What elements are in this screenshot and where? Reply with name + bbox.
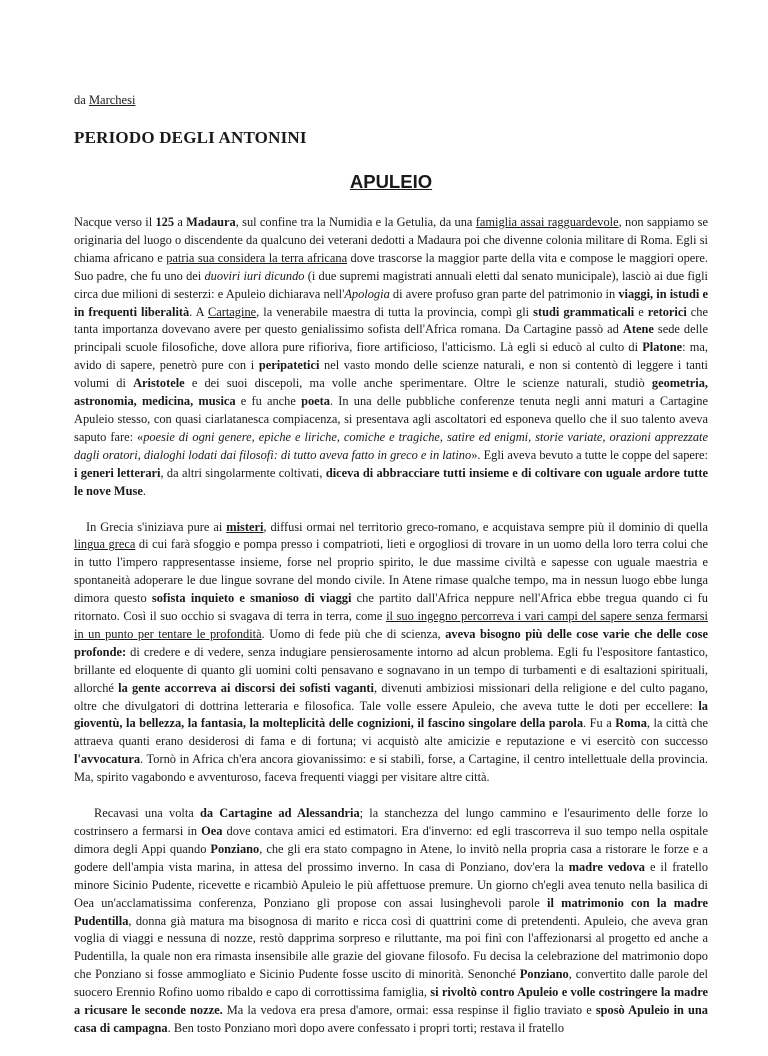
text-run: nel vasto mondo delle scienze naturali, e non si contentò di leggere i tanti volumi di (74, 358, 708, 391)
bold-text: poeta (301, 394, 330, 409)
bold-text: madre vedova (568, 859, 645, 874)
page-title: APULEIO (349, 171, 433, 192)
paragraph (74, 805, 708, 1038)
bold-text: Roma (615, 716, 647, 731)
article-body (74, 214, 708, 1056)
text-run: . Uomo di fede più che di scienza, (261, 626, 446, 641)
text-run: di credere e di vedere, senza indugiare pensierosamente intorno ad alcun problema. Egli fu l'espositore fantastico, brillante ed eloquente di quanto gli uomini colti pensavano e sognavano in un tempo di turbamenti e di esaltazioni spirituali, allorché (74, 644, 708, 695)
bold-text: da Cartagine ad Alessandria (199, 806, 360, 821)
bold-text: Ponziano (519, 967, 569, 982)
text-run: . A (189, 304, 208, 319)
bold-text: Platone (642, 340, 683, 355)
text-run: e fu anche (235, 394, 302, 409)
text-run: a (174, 215, 187, 229)
text-run: dove trascorse la maggior parte della vita e compose le maggiori opere. Suo padre, che fu uno dei (74, 250, 708, 283)
text-run: di cui farà sfoggio e pompa presso i compatrioti, lieti e orgogliosi di trovare in un uomo della loro terra colui che in tutto l'impero rappresentasse insieme, forse nel proprio spirito, le due massime civiltà e sapesse con uguale maestria e spontaneità adoperare le due lingue sovrane del mondo civile. In Atene rimase qualche tempo, ma in nessun luogo ebbe lunga dimora questo (74, 537, 708, 606)
underlined-text: famiglia assai ragguardevole (475, 215, 619, 229)
bold-text: 125 (155, 215, 175, 229)
text-run: . Tornò in Africa ch'era ancora giovanissimo: e si stabilì, forse, a Cartagine, il centro intellettuale della provincia. Ma, spirito vagabondo e avventuroso, faceva frequenti viaggi per visitare altre città. (74, 752, 708, 785)
bold-text: aveva bisogno più delle cose varie che delle cose profonde: (74, 626, 708, 659)
text-run: , che gli era stato compagno in Atene, lo invitò nella propria casa a ristorare le forze e a godere dell'ampia vista marina, in attesa del prossimo inverno. In casa di Ponziano, dov'era la (74, 841, 708, 874)
bold-text: sposò Apuleio in una casa di campagna (74, 1003, 708, 1035)
bold-text: peripatetici (258, 358, 320, 373)
text-run: Nacque verso il (74, 215, 156, 229)
bold-text: geometria, astronomia, medicina, musica (74, 376, 708, 409)
bold-text: Ponziano (210, 841, 260, 856)
text-run: : ma, avido di sapere, penetrò pure con i (74, 340, 708, 373)
bold-text: sofista inquieto e smanioso di viaggi (151, 591, 352, 606)
text-run: . In una delle pubbliche conferenze tenuta negli anni maturi a Cartagine Apuleio stesso, con quasi ciarlatanesca compiacenza, si presentava agli ascoltatori ed esponeva quello che il suo talento aveva saputo fare: « (74, 394, 709, 444)
bold-text: si rivoltò contro Apuleio e volle costringere la madre a ricusare le seconde nozze. (74, 985, 709, 1018)
bold-text: Atene (622, 322, 654, 337)
text-run: ». Egli aveva bevuto a tutte le coppe del sapere: (471, 447, 708, 462)
text-run: che partito dall'Africa neppure nell'Africa ebbe tregua quando ci fu ritornato. Così il suo occhio si svagava di terra in terra, come (74, 591, 708, 624)
italic-text: poesie di ogni genere, epiche e liriche, comiche e tragiche, satire ed enigmi, storie variate, orazioni apprezzate dagli oratori, dialoghi lodati dai filosofi: di tutto aveva fatto in greco e in latino (74, 429, 709, 462)
text-run: , diffusi ormai nel territorio greco-romano, e acquistava sempre più il dominio di quella (263, 519, 709, 534)
bold-text: la gioventù, la bellezza, la fantasia, la molteplicità delle cognizioni, il fascino singolare della parola (74, 698, 708, 731)
text-run: (i due supremi magistrati annuali eletti dal senato municipale), lasciò ai due figli circa due milioni di sesterzi: e Apuleio dichiarava nell' (74, 268, 708, 301)
bold-text: l'avvocatura (74, 752, 141, 767)
text-run: di avere profuso gran parte del patrimonio in (389, 286, 619, 301)
text-run: , non sappiamo se originaria del luogo o discendente da qualcuno dei veterani dedotti a Madaura poi che divenne colonia militare di Roma. Egli si chiama africano e (74, 215, 708, 265)
paragraph (74, 519, 708, 788)
text-run: ; la stanchezza del lungo cammino e l'esaurimento delle forze lo costrinsero a fermarsi in (74, 806, 708, 838)
text-run: , sul confine tra la Numidia e la Getulia, da una (235, 215, 476, 229)
underlined-text: Cartagine (207, 304, 257, 319)
text-run: . Ben tosto Ponziano morì dopo avere confessato i propri torti; restava il fratello (167, 1020, 565, 1035)
italic-text: Apologia (344, 286, 390, 301)
text-run: e il fratello minore Sicinio Pudente, ricevette e ricambiò Apuleio le più affettuose premure. Un giorno ch'egli avea tenuto nella basilica di Oea un'acclamatissima conferenza, Ponziano gli propose con assai lusinghevoli parole (74, 859, 709, 910)
italic-text: duoviri iuri dicundo (204, 268, 305, 283)
text-run: , donna già matura ma bisognosa di marito e ricca così di quattrini come di pretendenti. Apuleio, che aveva gran voglia di viaggi e nessuna di nozze, restò dapprima sorpreso e riluttante, ma poi finì con l'affezionarsi al progetto ed anche a Pudentilla, la quale non era rimasta insensibile alle grazie del giovane filosofo. Fu decisa la celebrazione del matrimonio dopo che Ponziano si fosse ammogliato e Sicinio Pudente fosse uscito di minorità. Senonché (74, 913, 708, 982)
underlined-text: patria sua considera la terra africana (166, 250, 348, 265)
text-run: che tanta importanza dovevano avere per questo genialissimo sofista dell'Africa romana. Da Cartagine passò ad (74, 304, 709, 337)
text-run: In Grecia s'iniziava pure ai (86, 519, 227, 534)
underlined-text: il suo ingegno percorreva i vari campi del sapere senza fermarsi in un punto per tentare le profondità (74, 609, 708, 641)
bold-text: Oea (201, 824, 223, 838)
text-run: , la venerabile maestra di tutta la provincia, compì gli (256, 304, 534, 319)
bold-text: Madaura (186, 215, 236, 229)
paragraph (74, 214, 708, 501)
bold-text: studi grammaticali (533, 304, 635, 319)
source-line (74, 93, 135, 108)
text-run: , la città che attraeva quanti erano desiderosi di fama e di fortuna; vi acquistò alte amicizie e reputazione e vi esercitò con successo (74, 716, 708, 749)
bold-text: la gente accorreva ai discorsi dei sofisti vaganti (118, 680, 374, 695)
source-link[interactable]: Marchesi (88, 93, 136, 107)
bold-text: i generi letterari (74, 465, 161, 480)
text-run: , divenuti ambiziosi missionari della religione e del culto pagano, oltre che divulgatori di dottrina letteraria e filosofica. Tale volle essere Apuleio, che aveva tutte le doti per eccellere: (74, 680, 708, 713)
text-run: . Fu a (583, 716, 616, 731)
text-run: e (634, 304, 648, 319)
text-run: Recavasi una volta (94, 806, 200, 821)
bold-text: Aristotele (133, 376, 185, 391)
section-title: PERIODO DEGLI ANTONINI (74, 128, 307, 147)
underlined-text: misteri (226, 519, 264, 534)
source-prefix: da (74, 93, 89, 107)
text-run: sede delle principali scuole filosofiche, dove allora pure rifioriva, fiore artificioso, l'atticismo. Là egli si educò al culto di (74, 322, 708, 355)
text-run: e dei suoi discepoli, ma volle anche sperimentare. Oltre le scienze naturali, studiò (184, 376, 652, 391)
text-run: . (142, 483, 146, 498)
bold-text: viaggi, in istudi e in frequenti liberalità (74, 286, 708, 319)
underlined-text: lingua greca (74, 537, 136, 552)
text-run: , da altri singolarmente coltivati, (160, 465, 326, 480)
bold-text: retorici (647, 304, 687, 319)
text-run: dove contava amici ed estimatori. Era d'inverno: ed egli trascorreva il suo tempo nella ospitale dimora degli Appi quando (74, 824, 708, 856)
text-run: , convertito dalle parole del suocero Erennio Rofino uomo ribaldo e capo di corrottissima famiglia, (74, 967, 708, 1000)
bold-text: il matrimonio con la madre Pudentilla (74, 895, 708, 928)
text-run: Ma la vedova era presa d'amore, ormai: essa respinse il figlio traviato e (222, 1003, 596, 1018)
bold-text: diceva di abbracciare tutti insieme e di coltivare con uguale ardore tutte le nove Muse (74, 465, 709, 498)
